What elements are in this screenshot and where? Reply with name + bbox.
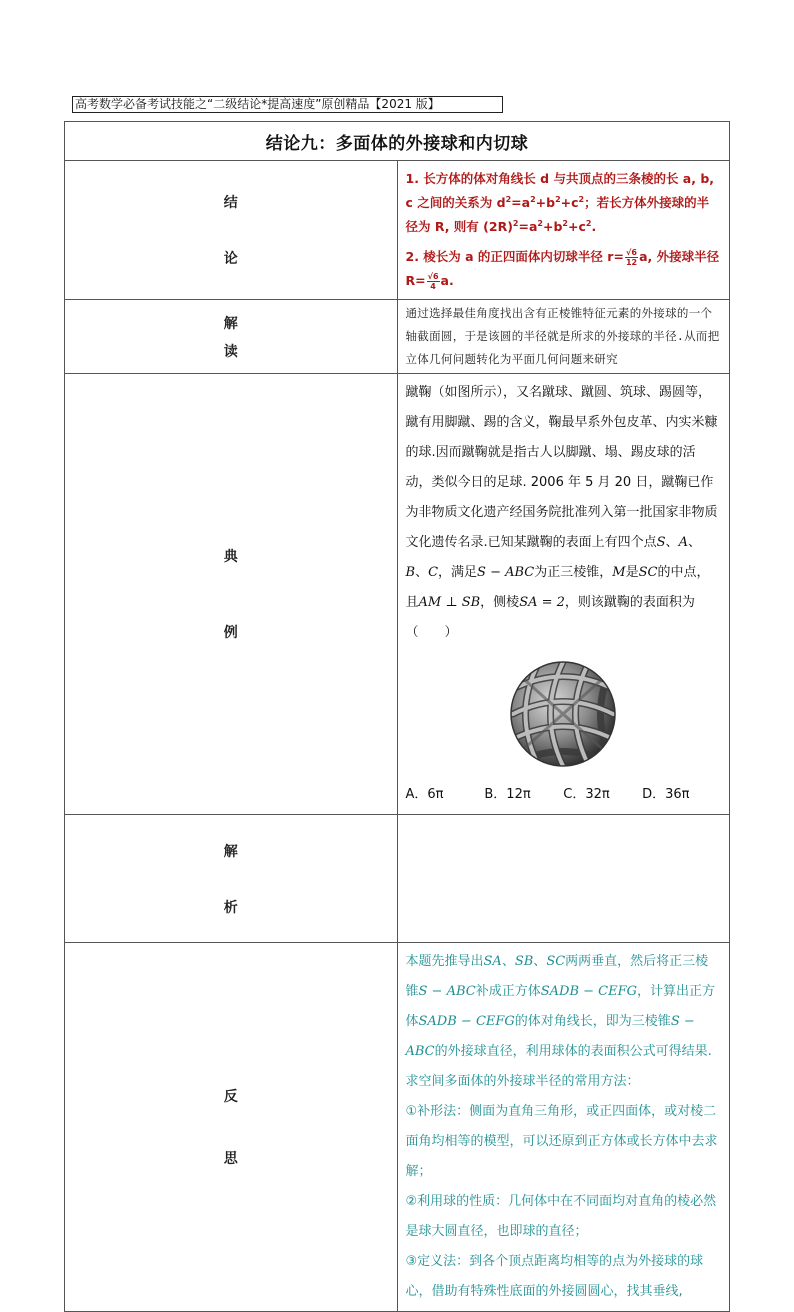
reflection-method-2: ②利用球的性质：几何体中在不同面均对直角的棱必然是球大圆直径，也即球的直径； xyxy=(405,1194,717,1239)
choice-b[interactable]: B．12π xyxy=(484,787,531,802)
fraction: $\frac{√6}{12}$ xyxy=(625,248,638,267)
content-table xyxy=(64,121,730,1312)
conclusion-text xyxy=(397,161,730,300)
analysis-row xyxy=(65,815,730,943)
label-char: 反 xyxy=(223,1089,238,1105)
label-char: 解 xyxy=(223,843,238,860)
label-char: 论 xyxy=(223,251,238,267)
interpretation-text: 通过选择最佳角度找出含有正棱锥特征元素的外接球的一个轴截面圆，于是该圆的半径就是所求的外接球的半径.从而把立体几何问题转化为平面几何问题来研究 xyxy=(397,300,730,374)
interpretation-row xyxy=(65,300,730,374)
choice-c[interactable]: C．32π xyxy=(563,787,610,802)
reflection-para-1: 本题先推导出SA、SB、SC两两垂直，然后将正三棱锥S − ABC补成正方体SADB − CEFG，计算出正方体SADB − CEFG的体对角线长，即为三棱锥S − ABC的外接球直径，利用球体的表面积公式可得结果. 求空间多面体的外接球半径的常用方法： xyxy=(405,954,716,1089)
cuju-ball-image xyxy=(406,654,722,774)
analysis-body xyxy=(397,815,730,943)
page-title: 结论九：多面体的外接球和内切球 xyxy=(65,122,730,161)
conclusion-row xyxy=(65,161,730,300)
label-char: 解 xyxy=(223,315,238,332)
reflection-label xyxy=(65,943,398,1312)
choice-d[interactable]: D．36π xyxy=(642,787,690,802)
fraction: $\frac{√6}{4}$ xyxy=(427,272,439,291)
reflection-row xyxy=(65,943,730,1312)
example-row xyxy=(65,374,730,815)
choice-a[interactable]: A．6π xyxy=(405,787,444,802)
cuju-ball-icon xyxy=(508,659,618,769)
example-body xyxy=(397,374,730,815)
label-char: 析 xyxy=(223,899,238,916)
reflection-body xyxy=(397,943,730,1312)
reflection-method-1: ①补形法：侧面为直角三角形，或正四面体，或对棱二面角均相等的模型，可以还原到正方体或长方体中去求解； xyxy=(405,1104,718,1179)
analysis-label xyxy=(65,815,398,943)
reflection-method-3: ③定义法：到各个顶点距离均相等的点为外接球的球心，借助有特殊性底面的外接圆圆心，找其垂线, xyxy=(405,1254,704,1299)
conclusion-item-1: 1. 长方体的体对角线长 d 与共顶点的三条棱的长 a, b, c 之间的关系为 $d^2=a^2+b^2+c^2$；若长方体外接球的半径为 R, 则有 $(2R)^2=a^2+b^2+c^2$. xyxy=(405,171,715,234)
label-char: 典 xyxy=(223,549,238,565)
label-char: 例 xyxy=(223,625,238,641)
answer-choices xyxy=(406,780,722,810)
label-char: 思 xyxy=(223,1151,238,1167)
label-char: 结 xyxy=(223,195,238,211)
header-bar: 高考数学必备考试技能之“二级结论*提高速度”原创精品【2021 版】 xyxy=(72,96,503,113)
label-char: 读 xyxy=(223,343,238,360)
example-label xyxy=(65,374,398,815)
title-row xyxy=(65,122,730,161)
conclusion-item-2: 2. 棱长为 a 的正四面体内切球半径 r= $\frac{√6}{12}$ a, 外接球半径 R= $\frac{√6}{4}$ a. xyxy=(405,248,720,291)
interpretation-label xyxy=(65,300,398,374)
example-question: 蹴鞠（如图所示），又名蹴球、蹴圆、筑球、踢圆等，蹴有用脚蹴、踢的含义，鞠最早系外包皮革、内实米糠的球.因而蹴鞠就是指古人以脚蹴、塌、踢皮球的活动，类似今日的足球. 2006 年 5 月 20 日，蹴鞠已作为非物质文化遗产经国务院批准列入第一批国家非物质文化遗传名录.已知某蹴鞠的表面上有四个点S、A、B、C，满足S − ABC为正三棱锥，M是SC的中点，且AM ⊥ SB，侧棱SA = 2，则该蹴鞠的表面积为（ ） xyxy=(405,385,718,640)
conclusion-label xyxy=(65,161,398,300)
